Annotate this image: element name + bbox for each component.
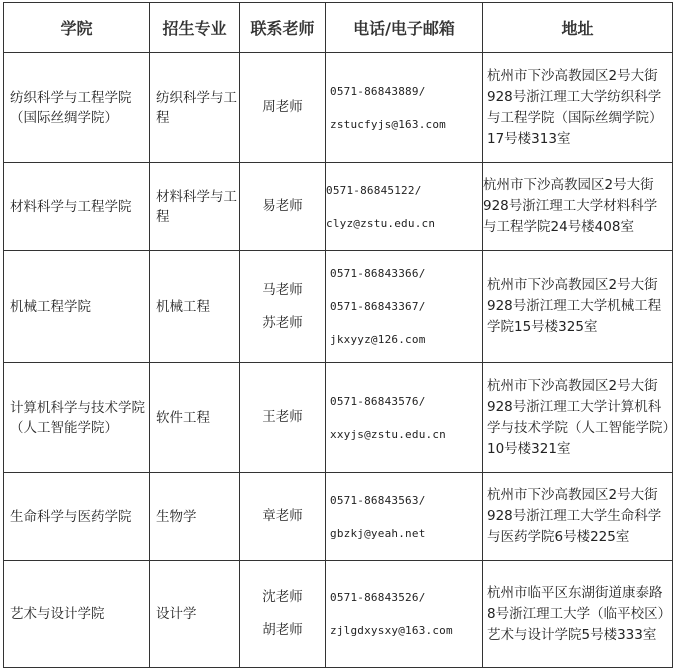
header-contact: 电话/电子邮箱 — [326, 3, 483, 53]
teacher-name: 周老师 — [262, 99, 303, 115]
email-address: gbzkj@yeah.net — [330, 526, 426, 540]
header-college: 学院 — [4, 3, 150, 53]
cell-major: 材料科学与工程 — [150, 163, 240, 251]
header-teacher: 联系老师 — [240, 3, 326, 53]
cell-contact — [326, 163, 483, 251]
cell-college: 材料科学与工程学院 — [4, 163, 150, 251]
phone-number: 0571-86843526/ — [330, 591, 426, 604]
cell-address: 杭州市下沙高教园区2号大街928号浙江理工大学材料科学与工程学院24号楼408室 — [483, 163, 673, 251]
phone-number: 0571-86845122/ — [326, 183, 422, 197]
phone-number: 0571-86843563/ — [330, 493, 426, 507]
cell-contact — [326, 561, 483, 668]
table-row — [4, 363, 673, 473]
cell-address: 杭州市临平区东湖街道康泰路8号浙江理工大学（临平校区）艺术与设计学院5号楼333室 — [483, 561, 673, 668]
cell-college: 生命科学与医药学院 — [4, 473, 150, 561]
teacher-name: 胡老师 — [262, 622, 303, 638]
cell-teacher — [240, 163, 326, 251]
email-address: clyz@zstu.edu.cn — [326, 216, 436, 230]
cell-major: 生物学 — [150, 473, 240, 561]
teacher-name: 马老师 — [262, 281, 303, 298]
cell-major: 纺织科学与工程 — [150, 53, 240, 163]
header-address: 地址 — [483, 3, 673, 53]
phone-number: 0571-86843367/ — [330, 300, 426, 313]
email-address: zstucfyjs@163.com — [330, 117, 446, 131]
phone-number: 0571-86843366/ — [330, 267, 426, 280]
cell-teacher — [240, 473, 326, 561]
table-row — [4, 251, 673, 363]
admissions-contact-table — [3, 2, 673, 668]
phone-number: 0571-86843889/ — [330, 84, 426, 98]
table-row — [4, 473, 673, 561]
teacher-name: 沈老师 — [262, 589, 303, 605]
email-address: zjlgdxysxy@163.com — [330, 624, 453, 637]
cell-address: 杭州市下沙高教园区2号大街928号浙江理工大学机械工程学院15号楼325室 — [483, 251, 673, 363]
cell-teacher — [240, 251, 326, 363]
cell-teacher — [240, 561, 326, 668]
header-row — [4, 3, 673, 53]
cell-contact — [326, 251, 483, 363]
table-row — [4, 53, 673, 163]
cell-college: 纺织科学与工程学院（国际丝绸学院） — [4, 53, 150, 163]
cell-address: 杭州市下沙高教园区2号大街928号浙江理工大学计算机科学与技术学院（人工智能学院）10号楼321室 — [483, 363, 673, 473]
cell-teacher — [240, 53, 326, 163]
cell-contact — [326, 53, 483, 163]
cell-major: 软件工程 — [150, 363, 240, 473]
teacher-name: 苏老师 — [262, 314, 303, 331]
cell-college: 艺术与设计学院 — [4, 561, 150, 668]
table-row — [4, 163, 673, 251]
teacher-name: 易老师 — [262, 198, 303, 214]
cell-college: 计算机科学与技术学院（人工智能学院） — [4, 363, 150, 473]
email-address: xxyjs@zstu.edu.cn — [330, 427, 446, 441]
cell-address: 杭州市下沙高教园区2号大街928号浙江理工大学生命科学与医药学院6号楼225室 — [483, 473, 673, 561]
cell-college: 机械工程学院 — [4, 251, 150, 363]
cell-address: 杭州市下沙高教园区2号大街928号浙江理工大学纺织科学与工程学院（国际丝绸学院）17号楼313室 — [483, 53, 673, 163]
cell-teacher — [240, 363, 326, 473]
table-row — [4, 561, 673, 668]
cell-contact — [326, 473, 483, 561]
teacher-name: 王老师 — [262, 409, 303, 425]
header-major: 招生专业 — [150, 3, 240, 53]
email-address: jkxyyz@126.com — [330, 333, 426, 346]
phone-number: 0571-86843576/ — [330, 394, 426, 408]
cell-major: 机械工程 — [150, 251, 240, 363]
cell-major: 设计学 — [150, 561, 240, 668]
cell-contact — [326, 363, 483, 473]
teacher-name: 章老师 — [262, 508, 303, 524]
